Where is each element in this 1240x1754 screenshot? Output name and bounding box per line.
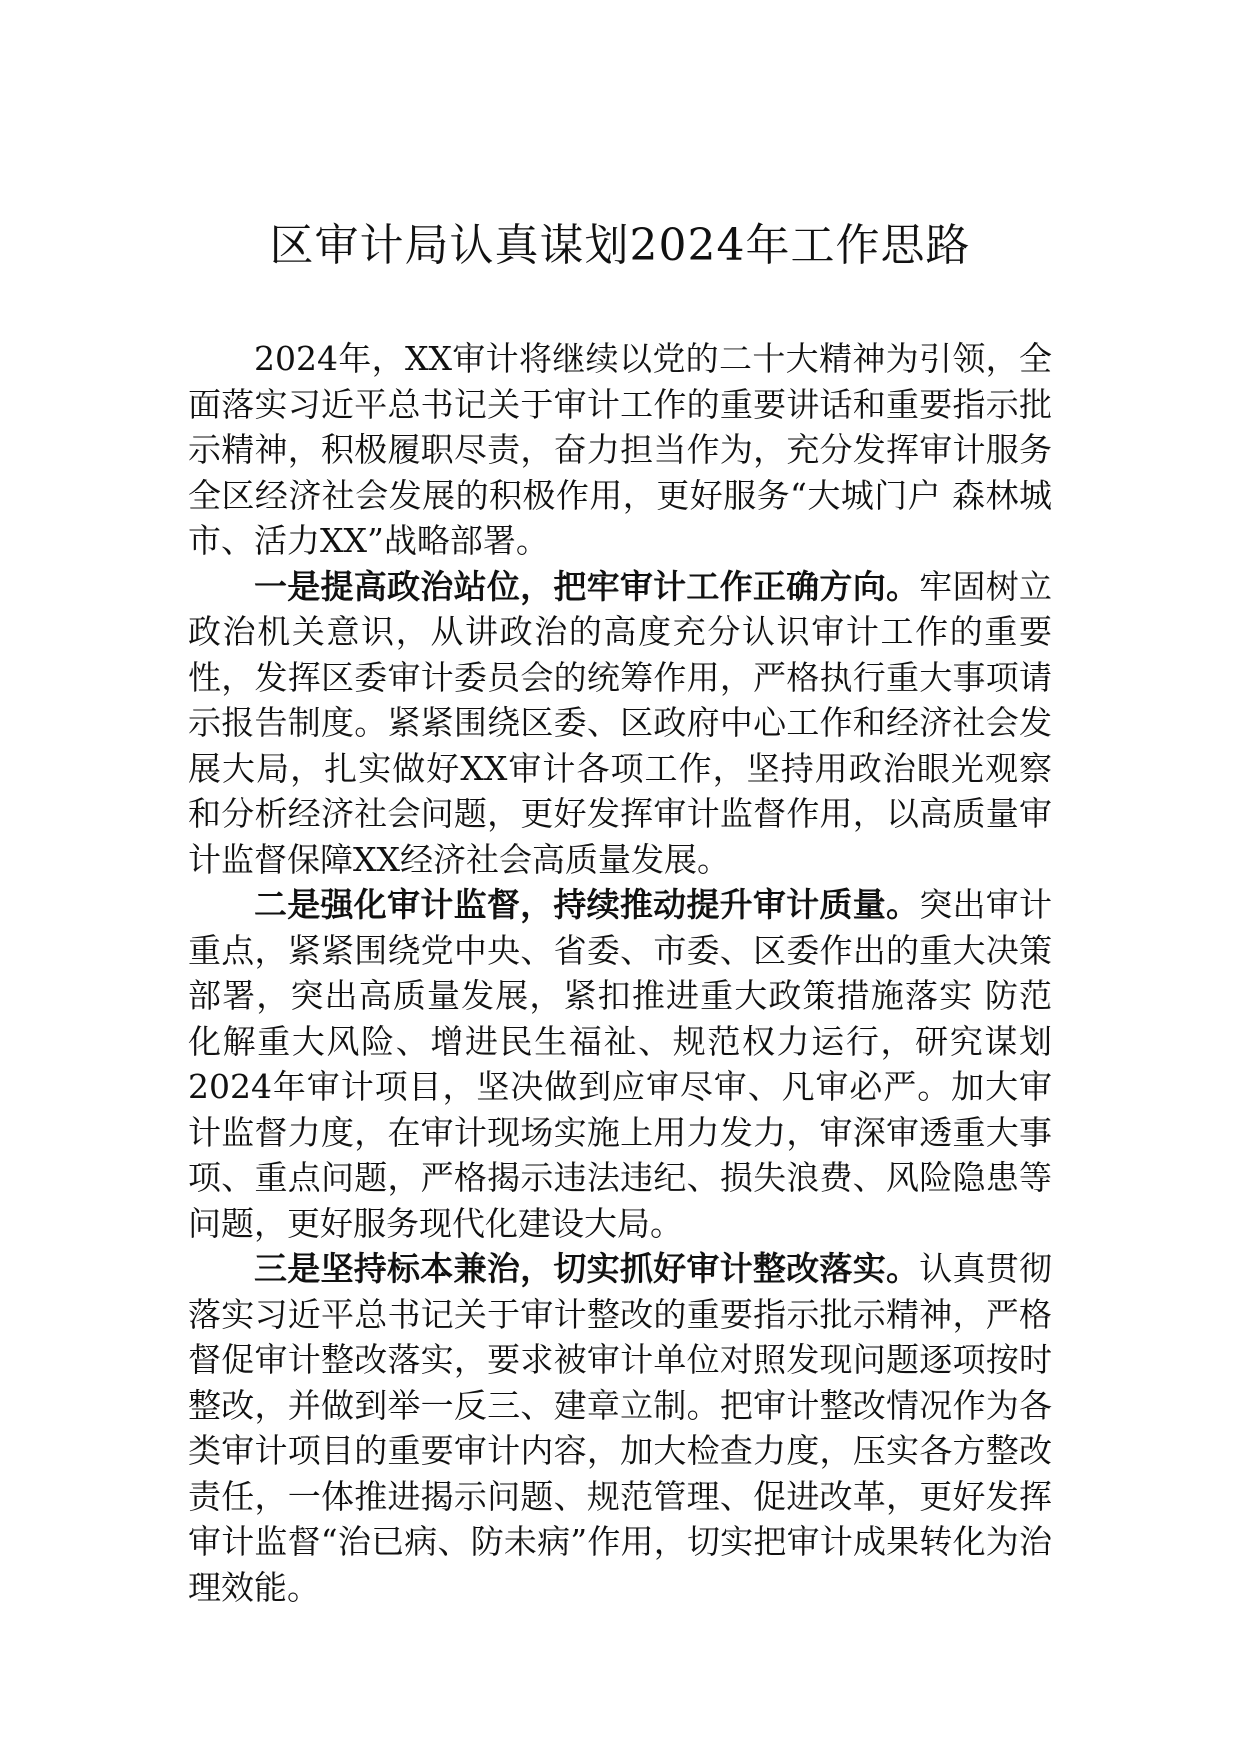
paragraph-lead: 一是提高政治站位，把牢审计工作正确方向。 [254, 566, 920, 606]
document-title: 区审计局认真谋划2024年工作思路 [269, 220, 971, 271]
paragraph-text: 突出审计重点，紧紧围绕党中央、省委、市委、区委作出的重大决策部署，突出高质量发展，紧扣推进重大政策措施落实 防范化解重大风险、增进民生福祉、规范权力运行，研究谋划2024年审计项目，坚决做到应审尽审、凡审必严。加大审计监督力度，在审计现场实施上用力发力，审深审透重大事项、重点问题，严格揭示违法违纪、损失浪费、风险隐患等问题，更好服务现代化建设大局。 [188, 885, 1053, 1243]
paragraph-lead: 三是坚持标本兼治，切实抓好审计整改落实。 [254, 1249, 920, 1288]
paragraph-point-3 [188, 1246, 1052, 1610]
paragraph-intro [188, 336, 1052, 564]
paragraph-text: 牢固树立政治机关意识，从讲政治的高度充分认识审计工作的重要性，发挥区委审计委员会的统筹作用，严格执行重大事项请示报告制度。紧紧围绕区委、区政府中心工作和经济社会发展大局，扎实做好XX审计各项工作，坚持用政治眼光观察和分析经济社会问题，更好发挥审计监督作用，以高质量审计监督保障XX经济社会高质量发展。 [188, 566, 1053, 879]
paragraph-text: 2024年，XX审计将继续以党的二十大精神为引领，全面落实习近平总书记关于审计工作的重要讲话和重要指示批示精神，积极履职尽责，奋力担当作为，充分发挥审计服务全区经济社会发展的积极作用，更好服务“大城门户 森林城市、活力XX”战略部署。 [188, 339, 1052, 560]
paragraph-lead: 二是强化审计监督，持续推动提升审计质量。 [254, 885, 920, 924]
document-body [188, 336, 1052, 1610]
paragraph-point-2 [188, 882, 1052, 1246]
paragraph-text: 认真贯彻落实习近平总书记关于审计整改的重要指示批示精神，严格督促审计整改落实，要求被审计单位对照发现问题逐项按时整改，并做到举一反三、建章立制。把审计整改情况作为各类审计项目的重要审计内容，加大检查力度，压实各方整改责任，一体推进揭示问题、规范管理、促进改革，更好发挥审计监督“治已病、防未病”作用，切实把审计成果转化为治理效能。 [188, 1249, 1053, 1607]
paragraph-point-1 [188, 564, 1052, 883]
